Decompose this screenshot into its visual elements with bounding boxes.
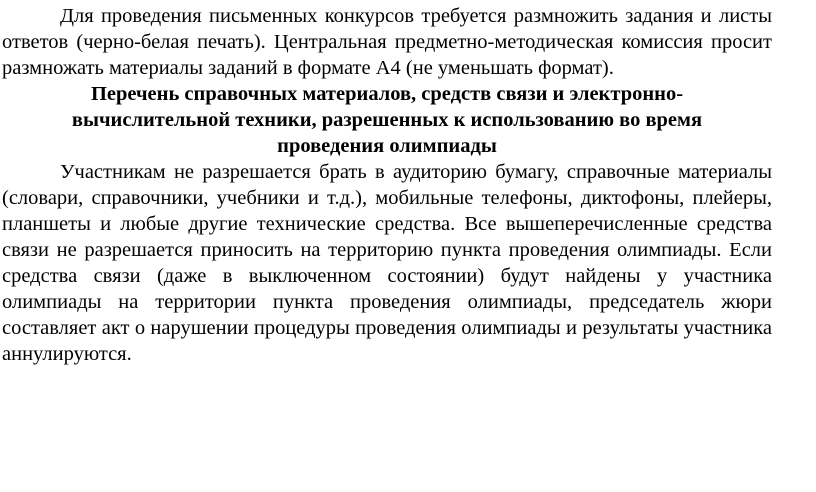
intro-paragraph: Для проведения письменных конкурсов требуется размножить задания и листы ответов (черно-белая печать). Центральная предметно-методическая комиссия просит размножать материалы заданий в формате А4 (не уменьшать формат). (2, 5, 772, 79)
rules-paragraph: Участникам не разрешается брать в аудиторию бумагу, справочные материалы (словари, справочники, учебники и т.д.), мобильные телефоны, диктофоны, плейеры, планшеты и любые другие технические средства. Все вышеперечисленные средства связи не разрешается приносить на территорию пункта проведения олимпиады. Если средства связи (даже в выключенном состоянии) будут найдены у участника олимпиады на территории пункта проведения олимпиады, председатель жюри составляет акт о нарушении процедуры проведения олимпиады и результаты участника аннулируются. (2, 161, 772, 365)
section-heading: Перечень справочных материалов, средств связи и электронно-вычислительной техники, разрешенных к использованию во время проведения олимпиады (71, 83, 703, 157)
